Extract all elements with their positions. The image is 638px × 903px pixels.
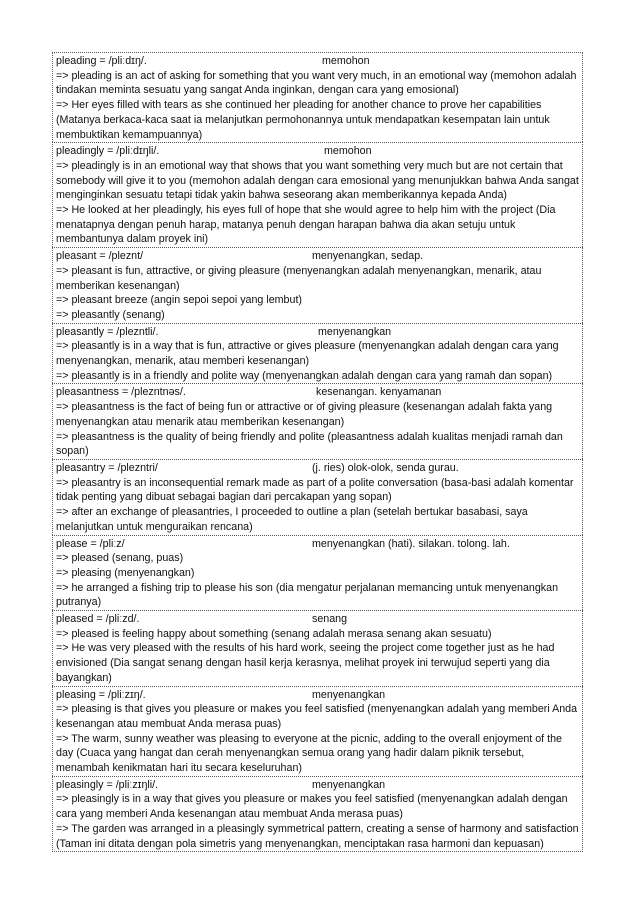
dictionary-entry bbox=[52, 383, 583, 459]
dictionary-entry bbox=[52, 323, 583, 384]
entry-definition-line: => pleasant breeze (angin sepoi sepoi yang lembut) bbox=[56, 294, 302, 307]
entry-translation: (j. ries) olok-olok, senda gurau. bbox=[312, 461, 459, 474]
entry-translation: senang bbox=[312, 613, 348, 626]
entry-definition-line: => pleasantly is in a way that is fun, attractive or gives pleasure (menyenangkan adalah dengan cara yang menyenangkan, menarik, atau memberi kesenangan) bbox=[56, 340, 559, 368]
entry-translation: menyenangkan, sedap. bbox=[312, 250, 424, 263]
entry-translation: menyenangkan bbox=[318, 325, 392, 338]
entry-headword: pleading = /pliːdɪŋ/. bbox=[56, 55, 147, 67]
entry-definition-line: => he arranged a fishing trip to please his son (dia mengatur perjalanan memancing untuk menyenangkan putranya) bbox=[56, 581, 559, 609]
entry-headword: pleased = /pliːzd/. bbox=[56, 613, 140, 626]
entry-headword-row bbox=[56, 325, 579, 340]
entry-definition-line: => pleadingly is in an emotional way that shows that you want something very much but are not certain that somebody will give it to you (memohon adalah dengan cara emosional yang menunjukkan bahwa Anda sangat menginginkan sesuatu tetapi tidak yakin bahwa seseorang akan memberikannya kepada Anda) bbox=[56, 159, 579, 202]
entry-headword-row bbox=[56, 385, 579, 400]
entry-headword-row bbox=[56, 612, 579, 627]
entry-headword-row bbox=[56, 461, 579, 476]
entry-headword: pleasantness = /plezntnəs/. bbox=[56, 386, 186, 399]
dictionary-entry bbox=[52, 247, 583, 323]
entry-headword-row bbox=[56, 688, 579, 703]
dictionary-entry bbox=[52, 459, 583, 535]
entry-definition-line: => pleasantly is in a friendly and polite way (menyenangkan adalah dengan cara yang ramah dan sopan) bbox=[56, 369, 553, 382]
entry-headword-row bbox=[56, 54, 579, 69]
entry-headword: pleasantry = /plezntri/ bbox=[56, 461, 158, 474]
entry-translation: kesenangan. kenyamanan bbox=[316, 386, 442, 399]
entry-headword-row bbox=[56, 537, 579, 552]
entry-definition-line: => pleasant is fun, attractive, or giving pleasure (menyenangkan adalah menyenangkan, menarik, atau memberikan kesenangan) bbox=[56, 264, 542, 292]
entry-definition-line: => pleading is an act of asking for something that you want very much, in an emotional way (memohon adalah tindakan meminta sesuatu yang sangat Anda inginkan, dengan cara yang emosional) bbox=[56, 69, 577, 97]
entry-translation: memohon bbox=[324, 145, 372, 158]
dictionary-entry bbox=[52, 776, 583, 853]
entry-definition-line: => pleasing (menyenangkan) bbox=[56, 566, 195, 579]
entry-translation: menyenangkan (hati). silakan. tolong. lah. bbox=[312, 537, 510, 550]
entry-headword-row bbox=[56, 144, 579, 159]
entry-definition-line: => pleased (senang, puas) bbox=[56, 552, 184, 565]
entry-definition-line: => pleasantry is an inconsequential remark made as part of a polite conversation (basa-basi adalah komentar tidak penting yang dibuat sebagai bagian dari percakapan yang sopan) bbox=[56, 476, 574, 504]
entry-translation: menyenangkan bbox=[312, 688, 386, 701]
entry-definition-line: => The warm, sunny weather was pleasing to everyone at the picnic, adding to the overall enjoyment of the day (Cuaca yang hangat dan cerah menyenangkan semua orang yang hadir dalam piknik tersebut, menambah kenikmatan hari itu secara keseluruhan) bbox=[56, 732, 562, 775]
entry-headword-row bbox=[56, 778, 579, 793]
entry-translation: menyenangkan bbox=[312, 778, 386, 791]
dictionary-entry bbox=[52, 686, 583, 776]
entry-headword: please = /pliːz/ bbox=[56, 537, 125, 550]
entry-definition-line: => Her eyes filled with tears as she continued her pleading for another chance to prove her capabilities (Matanya berkaca-kaca saat ia melanjutkan permohonannya untuk mendapatkan kesempatan lain untuk membuktikan kemampuannya) bbox=[56, 99, 550, 141]
entry-definition-line: => pleasantness is the fact of being fun or attractive or of giving pleasure (kesenangan adalah fakta yang menyenangkan atau menarik atau memberikan kesenangan) bbox=[56, 401, 553, 428]
dictionary-entry bbox=[52, 142, 583, 247]
entry-definition-line: => The garden was arranged in a pleasingly symmetrical pattern, creating a sense of harmony and satisfaction (Taman ini ditata dengan pola simetris yang menyenangkan, menciptakan rasa harmoni dan kepuasan) bbox=[56, 822, 579, 850]
dictionary-entry bbox=[52, 52, 583, 142]
entry-translation: memohon bbox=[322, 55, 370, 67]
entry-definition-line: => pleased is feeling happy about something (senang adalah merasa senang akan sesuatu) bbox=[56, 627, 492, 640]
entry-definition-line: => pleasantly (senang) bbox=[56, 308, 165, 321]
entry-headword-row bbox=[56, 249, 579, 264]
entry-headword: pleadingly = /pliːdɪŋli/. bbox=[56, 145, 160, 158]
dictionary-entry bbox=[52, 610, 583, 686]
entry-definition-line: => He was very pleased with the results of his hard work, seeing the project come together just as he had envisioned (Dia sangat senang dengan hasil kerja kerasnya, melihat proyek ini terwujud seperti yang dia bayangkan) bbox=[56, 642, 555, 684]
entry-definition-line: => pleasantness is the quality of being friendly and polite (pleasantness adalah kualitas menjadi ramah dan sopan) bbox=[56, 430, 563, 458]
dictionary-entry bbox=[52, 535, 583, 611]
entry-headword: pleasingly = /pliːzɪŋli/. bbox=[56, 778, 159, 791]
entry-definition-line: => pleasing is that gives you pleasure or makes you feel satisfied (menyenangkan adalah yang memberi Anda kesenangan atau membuat Anda merasa puas) bbox=[56, 703, 578, 730]
entry-headword: pleasant = /pleznt/ bbox=[56, 250, 144, 263]
entry-definition-line: => after an exchange of pleasantries, I proceeded to outline a plan (setelah bertukar basabasi, saya melanjutkan untuk menguraikan rencana) bbox=[56, 506, 528, 533]
entry-definition-line: => He looked at her pleadingly, his eyes full of hope that she would agree to help him with the project (Dia menatapnya dengan penuh harap, matanya penuh dengan harapan bahwa dia akan setuju untuk membantunya dalam proyek ini) bbox=[56, 204, 556, 246]
entry-definition-line: => pleasingly is in a way that gives you pleasure or makes you feel satisfied (menyenangkan adalah dengan cara yang memberi Anda kesenangan atau membuat Anda merasa puas) bbox=[56, 793, 568, 821]
entry-headword: pleasing = /pliːzɪŋ/. bbox=[56, 688, 146, 701]
dictionary-page bbox=[52, 52, 583, 852]
entry-headword: pleasantly = /plezntli/. bbox=[56, 325, 159, 338]
